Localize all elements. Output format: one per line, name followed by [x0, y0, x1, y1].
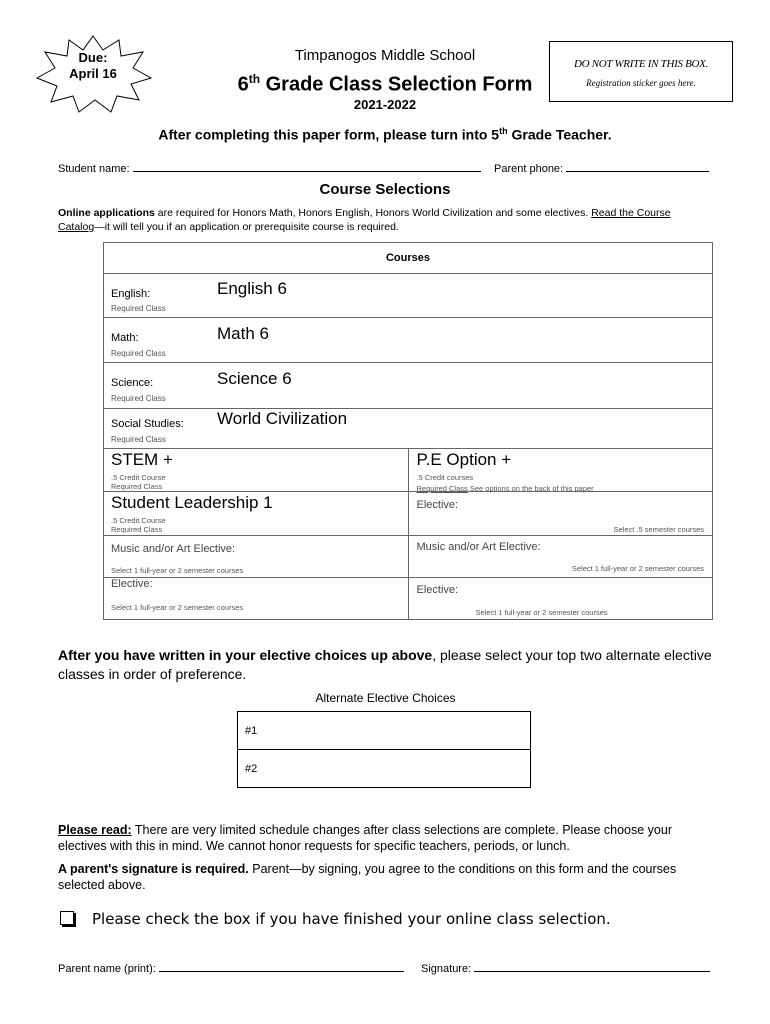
music-art-right-cell[interactable] [409, 536, 713, 578]
leadership-cell[interactable] [104, 492, 409, 536]
english-value: English 6 [217, 279, 287, 298]
leadership-credit: .5 Credit Course [111, 516, 166, 525]
alternate-choices-table [237, 711, 531, 788]
pe-cell[interactable] [409, 449, 713, 492]
elective-note: Select .5 semester courses [613, 525, 704, 534]
music-left-label: Music and/or Art Elective: [111, 543, 236, 555]
music-right-label: Music and/or Art Elective: [416, 541, 541, 553]
course-catalog-link[interactable]: Read the Course Catalog [58, 207, 671, 233]
science-row[interactable] [104, 363, 713, 409]
stem-required: Required Class [111, 482, 163, 491]
courses-header: Courses [104, 243, 713, 274]
math-row[interactable] [104, 318, 713, 363]
form-title: 6th Grade Class Selection Form [237, 72, 533, 96]
elective-left-label: Elective: [111, 578, 153, 590]
music-art-left-cell[interactable] [104, 536, 409, 578]
parent-phone-field[interactable] [566, 160, 709, 172]
leadership-title: Student Leadership 1 [111, 493, 273, 512]
english-label: English: [111, 288, 151, 300]
science-required: Required Class [111, 394, 166, 403]
english-required: Required Class [111, 304, 166, 313]
math-value: Math 6 [217, 324, 269, 343]
elective-right-label: Elective: [416, 584, 459, 596]
alternate-choices-title: Alternate Elective Choices [315, 691, 456, 705]
alternate-instructions: After you have written in your elective choices up above, please select your top two alternate elective classes in order of preference. [58, 647, 712, 682]
social-studies-row[interactable] [104, 409, 713, 449]
signature-field[interactable] [474, 960, 710, 972]
parent-phone-label: Parent phone: [494, 163, 564, 175]
turn-in-instruction: After completing this paper form, please turn into 5th Grade Teacher. [158, 126, 612, 143]
signature-row [421, 960, 710, 975]
parent-phone-row [494, 160, 709, 175]
pe-note: Required Class See options on the back of this paper [416, 484, 594, 493]
stem-title: STEM + [111, 450, 173, 469]
science-label: Science: [111, 377, 154, 389]
parent-name-field[interactable] [159, 960, 404, 972]
social-studies-label: Social Studies: [111, 418, 184, 430]
pe-title: P.E Option + [416, 450, 512, 469]
please-read-note: Please read: There are very limited schedule changes after class selections are complete. Please choose your electives with this in mind. We cannot honor requests for specific teachers, periods, or lunch. [58, 823, 672, 853]
stem-cell[interactable] [104, 449, 409, 492]
elective-left-note: Select 1 full-year or 2 semester courses [111, 603, 244, 612]
music-left-note: Select 1 full-year or 2 semester courses [111, 566, 244, 575]
checkbox-label: Please check the box if you have finished your online class selection. [92, 910, 611, 928]
pe-credit: .5 Credit courses [416, 473, 474, 482]
music-right-note: Select 1 full-year or 2 semester courses [571, 564, 704, 573]
student-name-row [58, 160, 481, 175]
online-applications-note: Online applications are required for Honors Math, Honors English, Honors World Civilization and some electives. Read the Course Catalog—it will tell you if an application or prerequisite course is required. [58, 207, 671, 233]
student-name-label: Student name: [58, 163, 130, 175]
online-complete-check-row [60, 910, 611, 928]
online-complete-checkbox[interactable] [60, 911, 74, 925]
elective-right-cell[interactable] [409, 578, 713, 620]
course-selections-heading: Course Selections [319, 181, 451, 198]
parent-signature-note: A parent's signature is required. Parent—by signing, you agree to the conditions on this form and the courses selected above. [58, 862, 677, 892]
due-label: Due: [78, 50, 108, 65]
due-value: April 16 [69, 66, 117, 81]
courses-table [103, 242, 713, 620]
school-year: 2021-2022 [353, 97, 417, 112]
elective-right-note: Select 1 full-year or 2 semester courses [475, 608, 608, 617]
elective-left-cell[interactable] [104, 578, 409, 620]
science-value: Science 6 [217, 369, 292, 388]
alternate-choice-2[interactable]: #2 [238, 750, 531, 788]
social-studies-value: World Civilization [217, 409, 348, 428]
elective-semester-cell[interactable] [409, 492, 713, 536]
stem-credit: .5 Credit Course [111, 473, 166, 482]
due-date [33, 50, 153, 82]
school-name: Timpanogos Middle School [294, 47, 476, 64]
registration-sticker-box [549, 41, 733, 102]
signature-label: Signature: [421, 963, 472, 975]
parent-name-label: Parent name (print): [58, 963, 156, 975]
english-row[interactable] [104, 274, 713, 318]
parent-name-row [58, 960, 404, 975]
alternate-choice-1[interactable]: #1 [238, 712, 531, 750]
math-required: Required Class [111, 349, 166, 358]
sticker-text: Registration sticker goes here. [586, 78, 696, 88]
math-label: Math: [111, 332, 139, 344]
elective-label: Elective: [416, 499, 459, 511]
do-not-write-text: DO NOT WRITE IN THIS BOX. [573, 58, 709, 70]
social-studies-required: Required Class [111, 435, 166, 444]
student-name-field[interactable] [133, 160, 481, 172]
leadership-required: Required Class [111, 525, 163, 534]
